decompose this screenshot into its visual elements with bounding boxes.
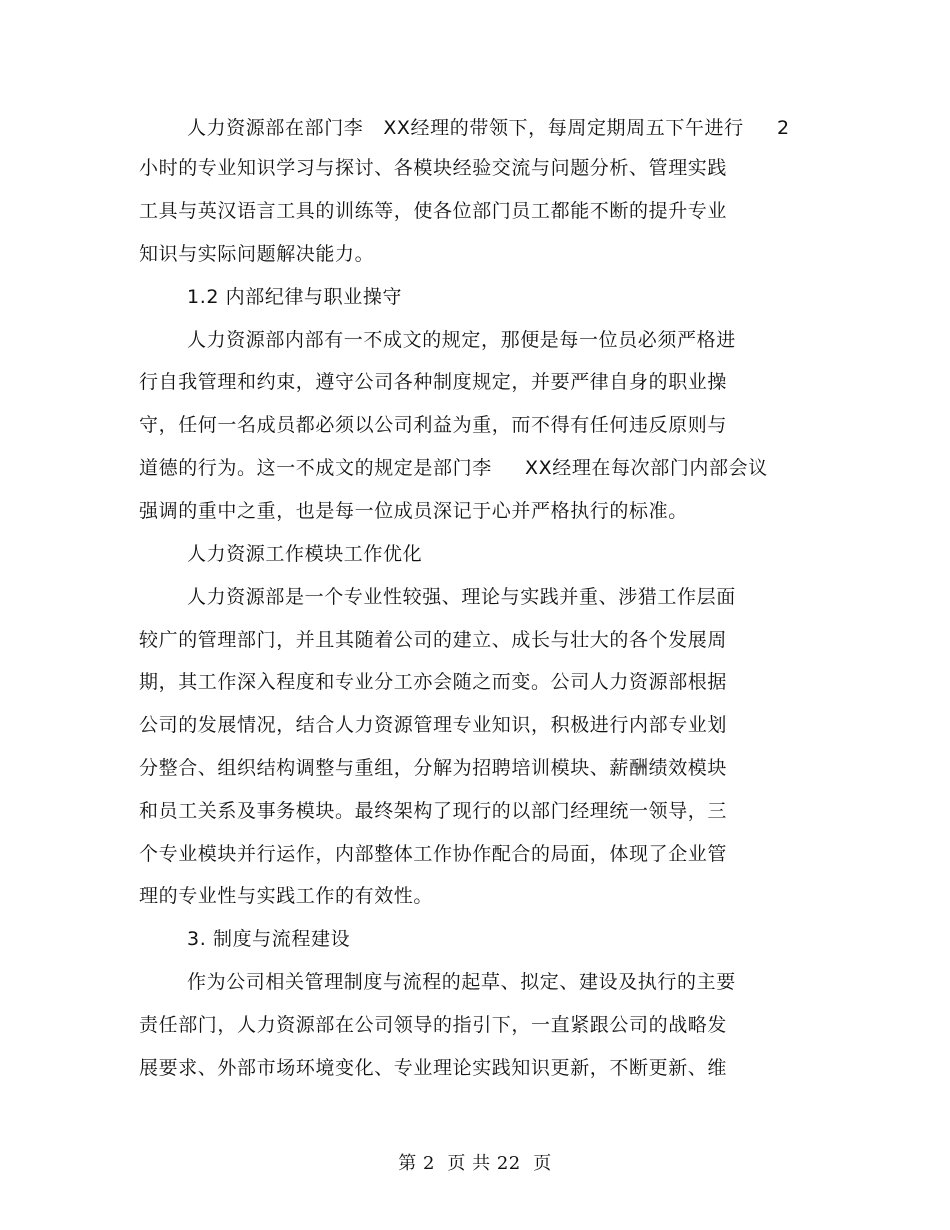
paragraph-1-line-4: 知识与实际问题解决能力。 [139, 243, 375, 265]
section-heading-1-2: 1.2 内部纪律与职业操守 [187, 286, 403, 308]
paragraph-2-line-1: 人力资源部内部有一不成文的规定，那便是每一位员必须严格进 [187, 329, 736, 351]
paragraph-4-line-1: 作为公司相关管理制度与流程的起草、拟定、建设及执行的主要 [187, 971, 736, 993]
paragraph-3-line-7: 个专业模块并行运作，内部整体工作协作配合的局面，体现了企业管 [139, 843, 728, 865]
paragraph-3-line-6: 和员工关系及事务模块。最终架构了现行的以部门经理统一领导，三 [139, 800, 728, 822]
paragraph-4-line-3: 展要求、外部市场环境变化、专业理论实践知识更新，不断更新、维 [139, 1057, 728, 1079]
paragraph-2-line-3: 守，任何一名成员都必须以公司利益为重，而不得有任何违反原则与 [139, 414, 728, 436]
paragraph-3-line-2: 较广的管理部门，并且其随着公司的建立、成长与壮大的各个发展周 [139, 629, 728, 651]
section-heading-module-optimization: 人力资源工作模块工作优化 [187, 543, 423, 565]
paragraph-2-line-2: 行自我管理和约束，遵守公司各种制度规定，并要严律自身的职业操 [139, 371, 728, 393]
paragraph-3-line-5: 分整合、组织结构调整与重组，分解为招聘培训模块、薪酬绩效模块 [139, 757, 728, 779]
paragraph-1-line-3: 工具与英汉语言工具的训练等，使各位部门员工都能不断的提升专业 [139, 200, 728, 222]
paragraph-3-line-8: 理的专业性与实践工作的有效性。 [139, 885, 434, 907]
paragraph-3-line-1: 人力资源部是一个专业性较强、理论与实践并重、涉猎工作层面 [187, 586, 736, 608]
paragraph-4-line-2: 责任部门，人力资源部在公司领导的指引下，一直紧跟公司的战略发 [139, 1014, 728, 1036]
paragraph-2-line-5: 强调的重中之重，也是每一位成员深记于心并严格执行的标准。 [139, 500, 688, 522]
paragraph-3-line-3: 期，其工作深入程度和专业分工亦会随之而变。公司人力资源部根据 [139, 671, 728, 693]
paragraph-1-line-1: 人力资源部在部门李 XX经理的带领下，每周定期周五下午进行 2 [187, 117, 790, 139]
page-number-footer: 第 2 页 共 22 页 [398, 1153, 552, 1174]
paragraph-3-line-4: 公司的发展情况，结合人力资源管理专业知识，积极进行内部专业划 [139, 714, 728, 736]
section-heading-3: 3. 制度与流程建设 [187, 928, 351, 950]
paragraph-2-line-4: 道德的行为。这一不成文的规定是部门李 XX经理在每次部门内部会议 [139, 457, 768, 479]
paragraph-1-line-2: 小时的专业知识学习与探讨、各模块经验交流与问题分析、管理实践 [139, 157, 728, 179]
